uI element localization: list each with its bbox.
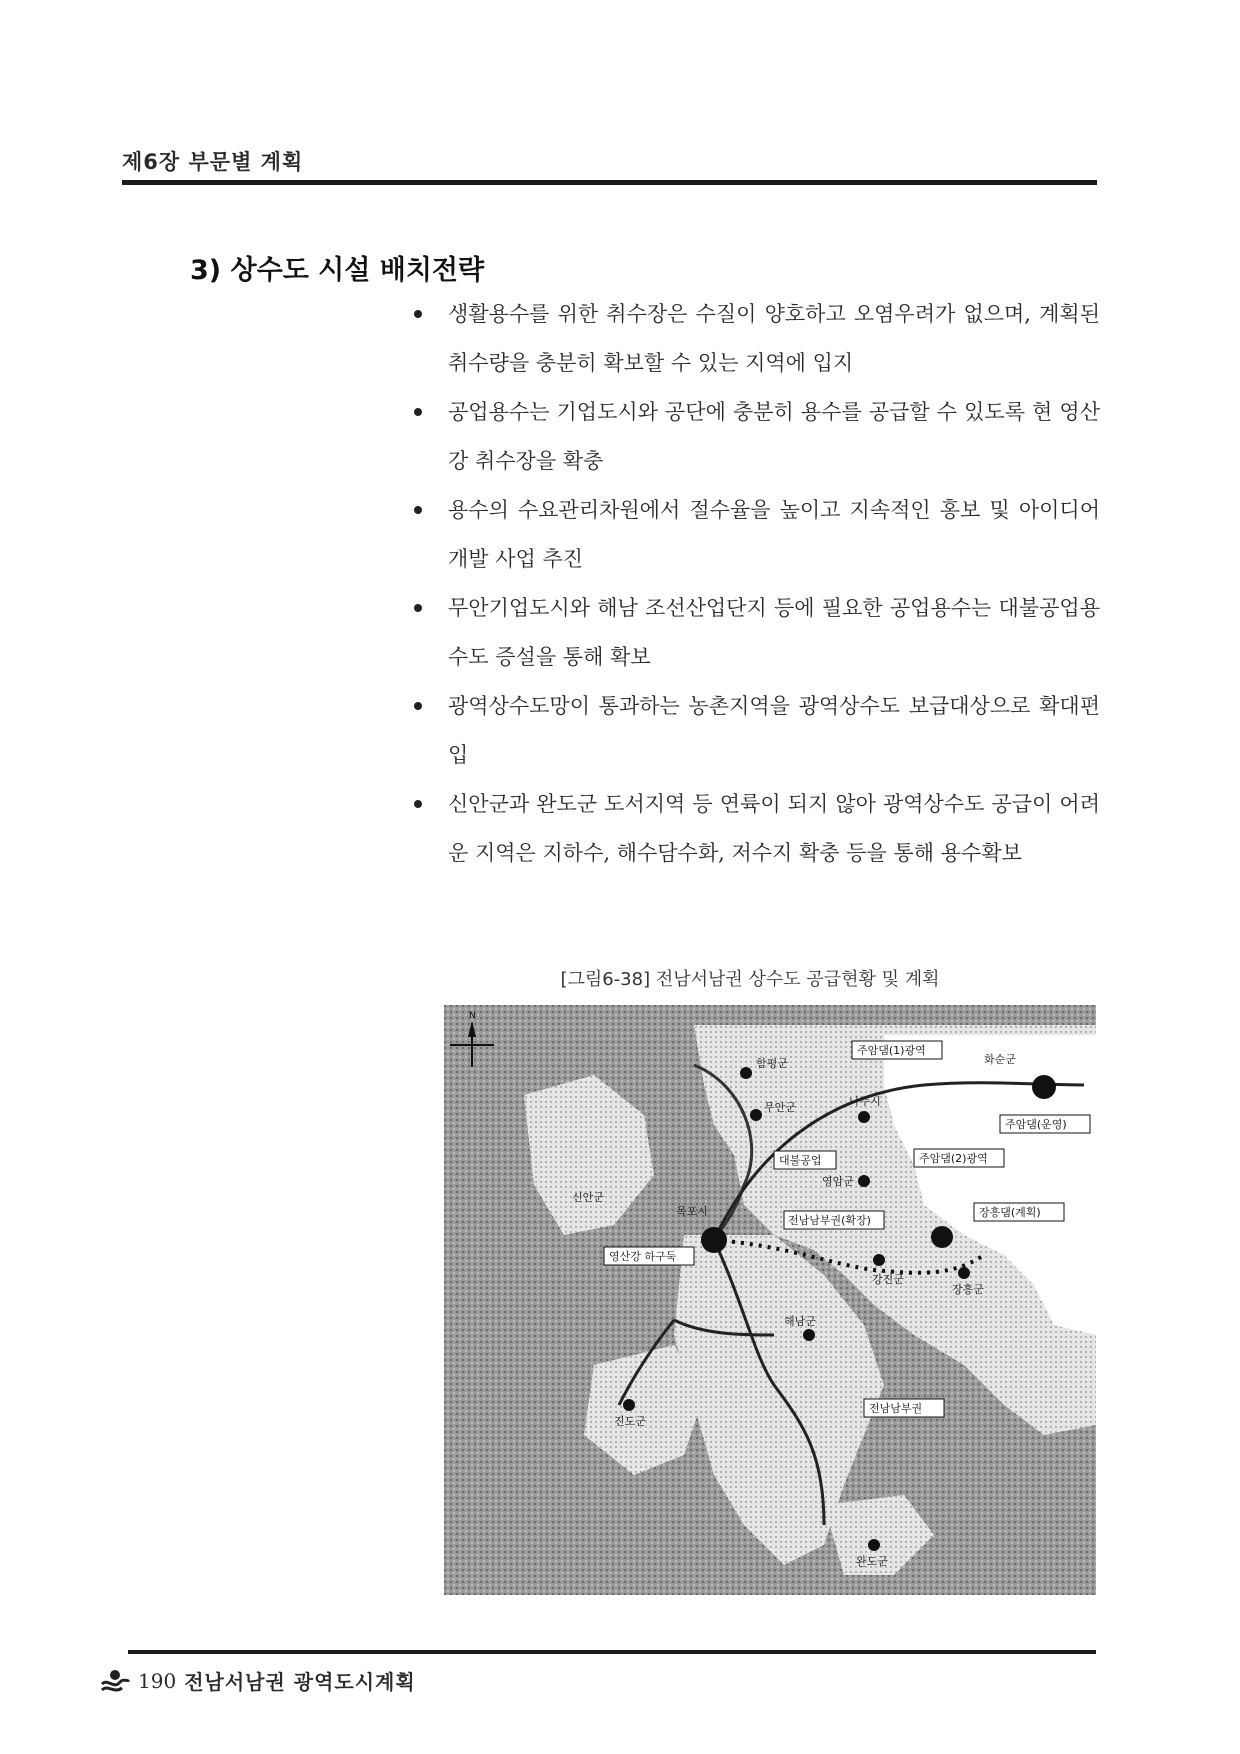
svg-text:전남남부권(확장): 전남남부권(확장): [788, 1214, 871, 1227]
book-logo-icon: [100, 1668, 130, 1694]
svg-text:주암댐(1)광역: 주암댐(1)광역: [857, 1044, 926, 1057]
box-juam1: [852, 1041, 942, 1059]
svg-text:영산강 하구둑: 영산강 하구둑: [609, 1250, 677, 1263]
label-sinan: 신안군: [572, 1191, 604, 1204]
svg-text:N: N: [469, 1011, 476, 1021]
svg-text:장흥댐(계획): 장흥댐(계획): [979, 1206, 1041, 1219]
bullet-item: 광역상수도망이 통과하는 농촌지역을 광역상수도 보급대상으로 확대편입: [410, 682, 1100, 780]
bullet-item: 생활용수를 위한 취수장은 수질이 양호하고 오염우려가 없으며, 계획된 취수량을 충분히 확보할 수 있는 지역에 입지: [410, 290, 1100, 388]
bullet-item: 무안기업도시와 해남 조선산업단지 등에 필요한 공업용수는 대불공업용수도 증설을 통해 확보: [410, 584, 1100, 682]
box-jeonnam-expansion: [784, 1211, 884, 1229]
bullet-item: 신안군과 완도군 도서지역 등 연륙이 되지 않아 광역상수도 공급이 어려운 지역은 지하수, 해수담수화, 저수지 확충 등을 통해 용수확보: [410, 780, 1100, 878]
header-rule: [122, 180, 1097, 185]
svg-text:주암댐(2)광역: 주암댐(2)광역: [919, 1152, 988, 1165]
footer-rule: [128, 1650, 1096, 1654]
label-mokpo: 목포시: [676, 1205, 708, 1218]
bullet-list: [410, 290, 1100, 878]
svg-text:주암댐(운영): 주암댐(운영): [1005, 1118, 1067, 1131]
box-jangheung-dam: [974, 1203, 1064, 1221]
label-naju: 나주시: [849, 1095, 881, 1108]
figure-caption: [그림6-38] 전남서남권 상수도 공급현황 및 계획: [560, 969, 940, 990]
label-jindo: 진도군: [614, 1415, 646, 1428]
svg-text:대불공업: 대불공업: [779, 1154, 822, 1167]
water-supply-map: [444, 1005, 1096, 1595]
section-title: 3) 상수도 시설 배치전략: [190, 255, 485, 286]
box-yeongsan-estuary: [604, 1247, 694, 1265]
label-jangheung: 장흥군: [952, 1283, 984, 1296]
label-yeongam: 영암군: [822, 1175, 854, 1188]
footer: [100, 1666, 416, 1695]
page-number: 190: [138, 1668, 177, 1693]
chapter-header: 제6장 부문별 계획: [122, 150, 304, 174]
label-muan: 무안군: [764, 1101, 796, 1114]
bullet-item: 용수의 수요관리차원에서 절수율을 높이고 지속적인 홍보 및 아이디어 개발 사업 추진: [410, 486, 1100, 584]
box-jeonnam-south: [864, 1399, 944, 1417]
box-daebul: [774, 1151, 836, 1169]
book-title: 전남서남권 광역도시계획: [184, 1670, 416, 1694]
label-hwasun: 화순군: [984, 1053, 1016, 1066]
bullet-item: 공업용수는 기업도시와 공단에 충분히 용수를 공급할 수 있도록 현 영산강 취수장을 확충: [410, 388, 1100, 486]
svg-text:전남남부권: 전남남부권: [869, 1402, 923, 1415]
label-gangjin: 강진군: [872, 1273, 904, 1286]
box-juam2: [914, 1149, 1004, 1167]
label-hampyeong: 함평군: [756, 1057, 788, 1070]
label-haenam: 해남군: [784, 1315, 816, 1328]
label-wando: 완도군: [856, 1555, 888, 1568]
box-juam-operating: [1000, 1115, 1090, 1133]
